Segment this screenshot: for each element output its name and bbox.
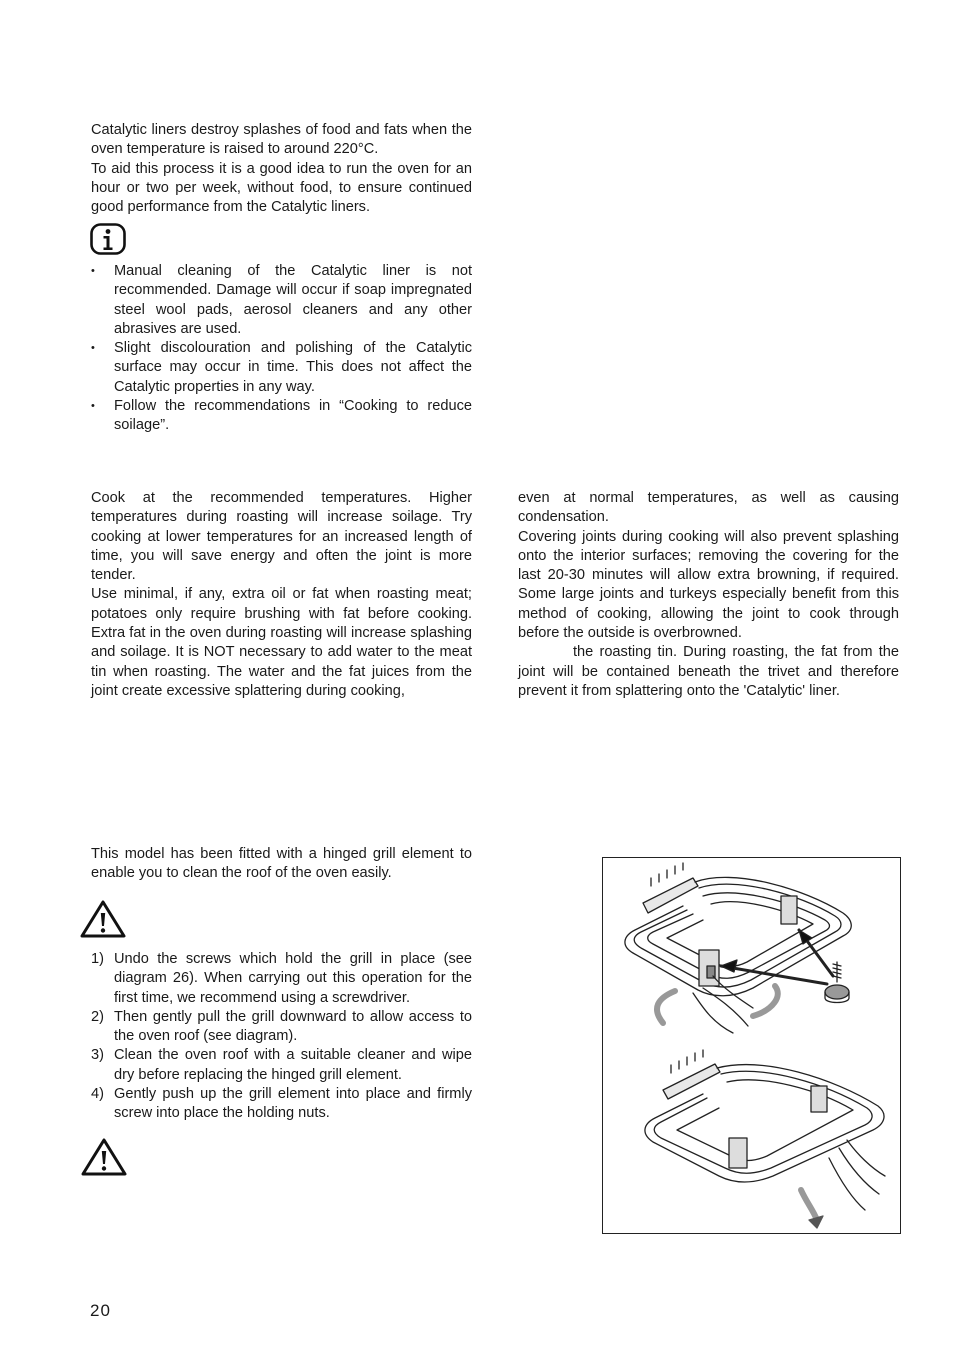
step-text: Gently push up the grill element into place and firmly screw into place the holding nuts. xyxy=(114,1086,472,1122)
list-item: • Follow the recommendations in “Cooking to reduce soilage”. xyxy=(91,397,472,436)
step-number: 1) xyxy=(91,951,104,967)
soilage-paragraph: Use minimal, if any, extra oil or fat when roasting meat; potatoes only require brushing with fat before cooking. Extra fat in the oven during roasting will increase splashing and soilage. It is NOT necessary to add water to the meat tin when roasting. The water and the fat juices from the joint create excessive splattering during cooking, xyxy=(91,586,472,699)
catalytic-paragraph: Catalytic liners destroy splashes of food and fats when the oven temperature is raised to around 220°C. xyxy=(91,122,472,158)
grill-intro-text: This model has been fitted with a hinged grill element to enable you to clean the roof of the oven easily. xyxy=(91,846,472,882)
catalytic-paragraph: To aid this process it is a good idea to run the oven for an hour or two per week, without food, to ensure continued good performance from the Catalytic liners. xyxy=(91,160,472,216)
step-number: 3) xyxy=(91,1047,104,1064)
list-item: • Manual cleaning of the Catalytic liner is not recommended. Damage will occur if soap impregnated steel wool pads, aerosol cleaners and any other abrasives are used. xyxy=(91,262,472,339)
step-number: 4) xyxy=(91,1086,104,1103)
info-icon xyxy=(90,223,126,255)
grill-steps xyxy=(91,950,472,1124)
catalytic-notes xyxy=(91,262,472,436)
soilage-paragraph: Covering joints during cooking will also prevent splashing onto the interior surfaces; removing the covering for the last 20-30 minutes will allow extra browning, if required. Some large joints and turkeys especially benefit from this method of cooking, allowing the joint to cook through before the outside is overbrowned. xyxy=(518,528,899,642)
grill-illustration xyxy=(603,858,900,1233)
grill-diagram xyxy=(602,857,901,1234)
step-text: Clean the oven roof with a suitable cleaner and wipe dry before replacing the hinged grill element. xyxy=(114,1047,472,1083)
soilage-paragraph: the roasting tin. During roasting, the fat from the joint will be contained beneath the trivet and therefore prevent it from splattering onto the 'Catalytic' liner. xyxy=(518,644,899,699)
warning-icon xyxy=(80,1137,128,1177)
grill-intro xyxy=(91,845,472,884)
soilage-paragraph: Cook at the recommended temperatures. Higher temperatures during roasting will increase soilage. Try cooking at lower temperatures for an increased length of time, you will save energy and often the joint is more tender. xyxy=(91,490,472,584)
step-item xyxy=(91,1008,472,1047)
warning-icon xyxy=(79,899,127,939)
step-text: Then gently pull the grill downward to allow access to the oven roof (see diagram). xyxy=(114,1008,472,1045)
step-number: 2) xyxy=(91,1008,104,1025)
catalytic-intro xyxy=(91,121,472,217)
step-item xyxy=(91,1085,472,1124)
list-item: • Slight discolouration and polishing of the Catalytic surface may occur in time. This does not affect the Catalytic properties in any way. xyxy=(91,339,472,397)
soilage-right-column xyxy=(518,489,899,701)
step-item xyxy=(91,950,472,1008)
page-number: 20 xyxy=(90,1301,111,1320)
soilage-left-column xyxy=(91,489,472,701)
step-item xyxy=(91,1046,472,1085)
step-text: Undo the screws which hold the grill in place (see diagram 26). When carrying out this operation for the first time, we recommend using a screwdriver. xyxy=(114,951,472,1006)
soilage-paragraph: even at normal temperatures, as well as causing condensation. xyxy=(518,490,899,526)
